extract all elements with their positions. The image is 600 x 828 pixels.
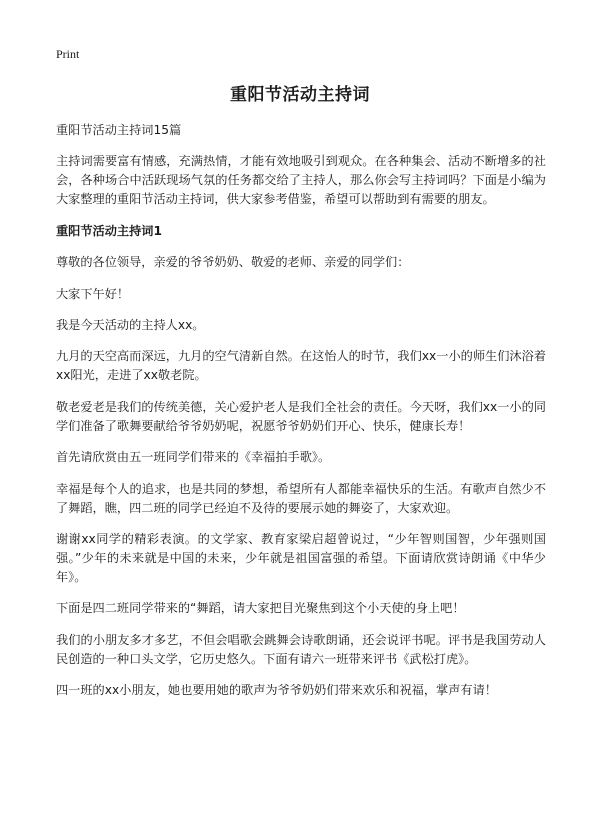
section-heading: 重阳节活动主持词1 <box>56 223 162 238</box>
article-body <box>56 121 546 712</box>
paragraph-hello: 大家下午好！ <box>56 286 130 301</box>
paragraph-greeting: 尊敬的各位领导，亲爱的爷爷奶奶、敬爱的老师、亲爱的同学们： <box>56 255 410 270</box>
paragraph-happiness: 幸福是每个人的追求，也是共同的梦想，希望所有人都能幸福快乐的生活。有歌声自然少不了舞蹈，瞧，四二班的同学已经迫不及待的要展示她的舞姿了，大家欢迎。 <box>56 481 546 515</box>
paragraph-host-intro: 我是今天活动的主持人xx。 <box>56 317 205 332</box>
page-title: 重阳节活动主持词 <box>230 85 370 105</box>
paragraph-respect-elders: 敬老爱老是我们的传统美德，关心爱护老人是我们全社会的责任。今天呀，我们xx一小的同学们准备了歌舞要献给爷爷奶奶呢，祝愿爷爷奶奶们开心、快乐，健康长寿！ <box>56 399 546 433</box>
paragraph-dance: 下面是四二班同学带来的“舞蹈，请大家把目光聚焦到这个小天使的身上吧！ <box>56 601 465 616</box>
paragraph-september: 九月的天空高而深远，九月的空气清新自然。在这怡人的时节，我们xx一小的师生们沐浴着xx阳光，走进了xx敬老院。 <box>56 349 546 383</box>
paragraph-first-act: 首先请欣赏由五一班同学们带来的《幸福拍手歌》。 <box>56 450 331 465</box>
paragraph-storytelling: 我们的小朋友多才多艺，不但会唱歌会跳舞会诗歌朗诵，还会说评书呢。评书是我国劳动人民创造的一种口头文学，它历史悠久。下面有请六一班带来评书《武松打虎》。 <box>56 632 546 666</box>
paragraph-thanks: 谢谢xx同学的精彩表演。的文学家、教育家梁启超曾说过，“少年智则国智，少年强则国强。”少年的未来就是中国的未来，少年就是祖国富强的希望。下面请欣赏诗朗诵《中华少年》。 <box>56 531 546 584</box>
article-subtitle: 重阳节活动主持词15篇 <box>56 123 182 137</box>
print-link[interactable]: Print <box>56 47 80 61</box>
paragraph-song: 四一班的xx小朋友，她也要用她的歌声为爷爷奶奶们带来欢乐和祝福，掌声有请！ <box>56 683 497 698</box>
intro-paragraph: 主持词需要富有情感，充满热情，才能有效地吸引到观众。在各种集会、活动不断增多的社会，各种场合中活跃现场气氛的任务都交给了主持人，那么你会写主持词吗？下面是小编为大家整理的重阳节活动主持词，供大家参考借鉴，希望可以帮助到有需要的朋友。 <box>56 154 546 207</box>
